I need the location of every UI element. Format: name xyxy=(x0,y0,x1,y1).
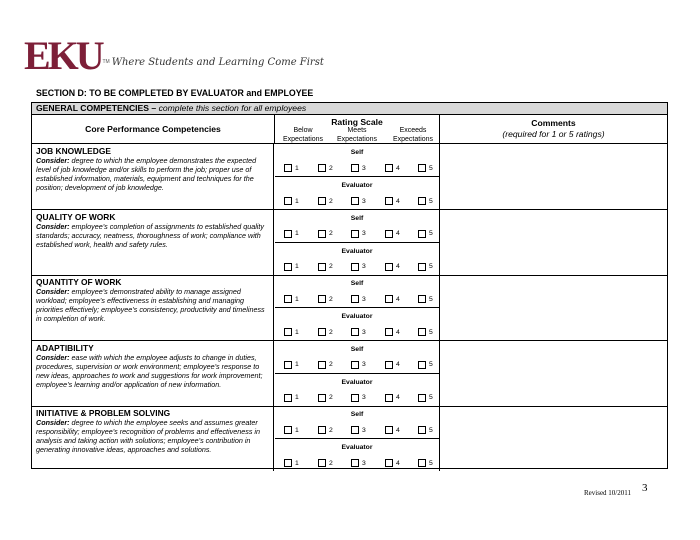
checkbox-icon[interactable] xyxy=(385,394,393,402)
evaluator-rating-option[interactable] xyxy=(318,394,333,402)
rating-value: 4 xyxy=(396,328,400,336)
self-rating-option[interactable] xyxy=(418,361,433,369)
rating-value: 1 xyxy=(295,230,299,238)
checkbox-icon[interactable] xyxy=(351,164,359,172)
logo-tagline: Where Students and Learning Come First xyxy=(111,57,324,68)
section-title: SECTION D: TO BE COMPLETED BY EVALUATOR and EMPLOYEE xyxy=(36,88,314,98)
label-below-expectations xyxy=(275,127,331,144)
checkbox-icon[interactable] xyxy=(318,164,326,172)
rating-value: 5 xyxy=(429,426,433,434)
competency-row xyxy=(32,210,667,276)
rating-value: 3 xyxy=(362,328,366,336)
evaluator-rating-option[interactable] xyxy=(284,263,299,271)
checkbox-icon[interactable] xyxy=(284,263,292,271)
checkbox-icon[interactable] xyxy=(385,426,393,434)
page-number: 3 xyxy=(642,482,648,494)
rating-cell xyxy=(275,210,440,275)
rating-value: 4 xyxy=(396,263,400,271)
checkbox-icon[interactable] xyxy=(318,295,326,303)
rating-value: 3 xyxy=(362,295,366,303)
self-rating-option[interactable] xyxy=(385,230,400,238)
checkbox-icon[interactable] xyxy=(418,328,426,336)
checkbox-icon[interactable] xyxy=(351,328,359,336)
competency-description xyxy=(32,144,274,209)
consider-label: Consider: xyxy=(36,287,70,297)
self-label: Self xyxy=(350,149,364,156)
evaluator-rating-option[interactable] xyxy=(418,263,433,271)
evaluator-rating-option[interactable] xyxy=(418,394,433,402)
rating-value: 1 xyxy=(295,394,299,402)
rating-value: 4 xyxy=(396,426,400,434)
consider-text: employee’s completion of assignments to established quality standards; accuracy, neatness, thoroughness of work; compliance with established work, health and safety rules. xyxy=(36,221,264,249)
evaluator-rating-option[interactable] xyxy=(351,197,366,205)
rating-value: 2 xyxy=(329,230,333,238)
competency-name: QUALITY OF WORK xyxy=(36,211,116,222)
rating-value: 1 xyxy=(295,263,299,271)
checkbox-icon[interactable] xyxy=(351,295,359,303)
eku-logo xyxy=(24,32,324,78)
rating-value: 1 xyxy=(295,328,299,336)
revised-date: Revised 10/2011 xyxy=(584,489,631,497)
rating-value: 5 xyxy=(429,230,433,238)
self-rating xyxy=(275,406,439,439)
evaluator-rating-option[interactable] xyxy=(351,459,366,467)
checkbox-icon[interactable] xyxy=(418,295,426,303)
comments-title: Comments xyxy=(531,118,576,128)
self-rating-option[interactable] xyxy=(284,295,299,303)
checkbox-icon[interactable] xyxy=(284,328,292,336)
rating-value: 2 xyxy=(329,164,333,172)
competency-name: INITIATIVE & PROBLEM SOLVING xyxy=(36,408,171,419)
evaluator-label: Evaluator xyxy=(341,378,373,386)
self-label: Self xyxy=(350,411,364,419)
rating-value: 2 xyxy=(329,459,333,467)
logo-tm: TM xyxy=(102,59,110,65)
self-rating-option[interactable] xyxy=(318,295,333,303)
header-comments xyxy=(440,115,667,143)
checkbox-icon[interactable] xyxy=(418,394,426,402)
checkbox-icon[interactable] xyxy=(284,197,292,205)
below-line-2: Expectations xyxy=(282,135,324,143)
rating-value: 4 xyxy=(396,230,400,238)
consider-label: Consider: xyxy=(36,156,70,165)
checkbox-icon[interactable] xyxy=(284,361,292,369)
rating-value: 2 xyxy=(329,328,333,336)
comments-field[interactable] xyxy=(440,341,667,406)
checkbox-icon[interactable] xyxy=(385,295,393,303)
rating-value: 2 xyxy=(329,197,333,205)
self-rating-option[interactable] xyxy=(318,230,333,238)
rating-value: 3 xyxy=(362,197,366,205)
checkbox-icon[interactable] xyxy=(284,426,292,434)
self-rating-option[interactable] xyxy=(284,361,299,369)
rating-value: 1 xyxy=(295,459,299,467)
competency-row xyxy=(32,275,667,341)
evaluator-rating xyxy=(275,177,439,209)
header-competencies: Core Performance Competencies xyxy=(32,115,275,143)
rating-value: 5 xyxy=(429,394,433,402)
checkbox-icon[interactable] xyxy=(385,459,393,467)
checkbox-icon[interactable] xyxy=(351,361,359,369)
comments-field[interactable] xyxy=(440,144,667,209)
checkbox-icon[interactable] xyxy=(385,328,393,336)
checkbox-icon[interactable] xyxy=(418,426,426,434)
checkbox-icon[interactable] xyxy=(351,230,359,238)
checkbox-icon[interactable] xyxy=(318,328,326,336)
checkbox-icon[interactable] xyxy=(284,459,292,467)
self-rating-option[interactable] xyxy=(385,295,400,303)
self-label: Self xyxy=(350,214,364,222)
checkbox-icon[interactable] xyxy=(318,230,326,238)
rating-value: 4 xyxy=(396,197,400,205)
evaluator-rating-option[interactable] xyxy=(318,459,333,467)
checkbox-icon[interactable] xyxy=(385,197,393,205)
logo-text: EKU xyxy=(24,33,102,78)
competency-consider xyxy=(36,418,270,454)
evaluator-rating-option[interactable] xyxy=(284,328,299,336)
checkbox-icon[interactable] xyxy=(418,197,426,205)
evaluator-rating-option[interactable] xyxy=(418,459,433,467)
checkbox-icon[interactable] xyxy=(418,459,426,467)
rating-value: 3 xyxy=(362,394,366,402)
checkbox-icon[interactable] xyxy=(318,459,326,467)
rating-value: 4 xyxy=(396,295,400,303)
evaluator-rating-option[interactable] xyxy=(385,328,400,336)
self-rating-option[interactable] xyxy=(318,361,333,369)
self-label: Self xyxy=(350,345,364,353)
meets-line-1: Meets xyxy=(347,127,367,134)
comments-field[interactable] xyxy=(440,406,667,471)
competency-description xyxy=(32,275,274,340)
evaluator-rating-option[interactable] xyxy=(318,328,333,336)
checkbox-icon[interactable] xyxy=(284,230,292,238)
exceeds-line-1: Exceeds xyxy=(399,127,427,134)
self-label: Self xyxy=(350,280,364,288)
general-note: complete this section for all employees xyxy=(158,103,307,113)
rating-value: 1 xyxy=(295,426,299,434)
checkbox-icon[interactable] xyxy=(385,164,393,172)
evaluator-rating xyxy=(275,439,439,471)
rating-value: 5 xyxy=(429,263,433,271)
evaluator-rating-option[interactable] xyxy=(385,459,400,467)
competency-consider xyxy=(36,287,270,323)
evaluator-rating-option[interactable] xyxy=(284,459,299,467)
general-label: GENERAL COMPETENCIES – xyxy=(36,103,159,113)
rating-value: 5 xyxy=(429,197,433,205)
rating-value: 5 xyxy=(429,361,433,369)
self-rating xyxy=(275,341,439,374)
rating-value: 2 xyxy=(329,394,333,402)
exceeds-line-2: Expectations xyxy=(392,135,434,143)
self-rating-option[interactable] xyxy=(351,295,366,303)
self-rating xyxy=(275,144,439,177)
below-line-1: Below xyxy=(293,127,313,134)
header-rating-scale xyxy=(275,115,440,143)
checkbox-icon[interactable] xyxy=(318,361,326,369)
rating-value: 3 xyxy=(362,230,366,238)
checkbox-icon[interactable] xyxy=(318,197,326,205)
checkbox-icon[interactable] xyxy=(284,164,292,172)
rating-cell xyxy=(275,275,440,340)
evaluator-rating-option[interactable] xyxy=(284,394,299,402)
evaluator-label: Evaluator xyxy=(341,313,373,321)
evaluator-rating xyxy=(275,374,439,406)
competency-description xyxy=(32,406,274,471)
checkbox-icon[interactable] xyxy=(385,230,393,238)
competency-consider xyxy=(36,222,270,249)
evaluator-rating-option[interactable] xyxy=(318,197,333,205)
rating-value: 5 xyxy=(429,459,433,467)
evaluator-rating-option[interactable] xyxy=(385,394,400,402)
rating-value: 1 xyxy=(295,361,299,369)
competency-row xyxy=(32,144,667,210)
evaluator-rating-option[interactable] xyxy=(418,197,433,205)
rating-value: 4 xyxy=(396,164,400,172)
evaluator-rating-option[interactable] xyxy=(284,197,299,205)
checkbox-icon[interactable] xyxy=(418,230,426,238)
competency-consider xyxy=(36,156,270,192)
checkbox-icon[interactable] xyxy=(351,459,359,467)
evaluator-rating-option[interactable] xyxy=(351,263,366,271)
competency-consider xyxy=(36,353,270,389)
checkbox-icon[interactable] xyxy=(284,394,292,402)
comments-field[interactable] xyxy=(440,210,667,275)
competency-name: QUANTITY OF WORK xyxy=(36,277,122,288)
rating-value: 1 xyxy=(295,164,299,172)
evaluator-rating xyxy=(275,308,439,340)
competency-name: JOB KNOWLEDGE xyxy=(36,146,111,156)
consider-label: Consider: xyxy=(36,221,70,231)
rating-value: 2 xyxy=(329,263,333,271)
evaluator-rating xyxy=(275,243,439,275)
self-rating-option[interactable] xyxy=(351,230,366,238)
evaluator-label: Evaluator xyxy=(341,444,373,452)
logo-mark xyxy=(24,33,110,78)
competencies-form xyxy=(31,102,668,469)
self-rating-option[interactable] xyxy=(385,164,400,172)
evaluator-rating-option[interactable] xyxy=(385,197,400,205)
checkbox-icon[interactable] xyxy=(385,263,393,271)
rating-cell xyxy=(275,406,440,471)
meets-line-2: Expectations xyxy=(336,135,378,143)
consider-label: Consider: xyxy=(36,418,70,428)
self-rating-option[interactable] xyxy=(418,426,433,434)
label-meets-expectations xyxy=(329,127,385,144)
checkbox-icon[interactable] xyxy=(318,394,326,402)
self-rating-option[interactable] xyxy=(318,164,333,172)
self-rating-option[interactable] xyxy=(351,164,366,172)
rating-value: 3 xyxy=(362,459,366,467)
evaluator-label: Evaluator xyxy=(341,247,373,255)
rating-value: 4 xyxy=(396,361,400,369)
rating-value: 3 xyxy=(362,263,366,271)
checkbox-icon[interactable] xyxy=(418,361,426,369)
self-rating-option[interactable] xyxy=(284,230,299,238)
rating-value: 4 xyxy=(396,394,400,402)
evaluator-rating-option[interactable] xyxy=(385,263,400,271)
consider-text: degree to which the employee demonstrates the expected level of job knowledge and/or skills to perform the job; proper use of established information, materials, equipment and techniques for the position; development of job knowledge. xyxy=(36,156,257,192)
checkbox-icon[interactable] xyxy=(318,426,326,434)
checkbox-icon[interactable] xyxy=(351,263,359,271)
competency-row xyxy=(32,341,667,407)
consider-label: Consider: xyxy=(36,352,70,362)
comments-field[interactable] xyxy=(440,275,667,340)
checkbox-icon[interactable] xyxy=(418,263,426,271)
rating-value: 2 xyxy=(329,426,333,434)
rating-value: 4 xyxy=(396,459,400,467)
table-header xyxy=(32,115,667,144)
rating-value: 5 xyxy=(429,295,433,303)
self-rating xyxy=(275,210,439,243)
checkbox-icon[interactable] xyxy=(351,394,359,402)
rating-cell xyxy=(275,341,440,406)
rating-value: 5 xyxy=(429,164,433,172)
checkbox-icon[interactable] xyxy=(351,426,359,434)
rating-value: 1 xyxy=(295,197,299,205)
competency-description xyxy=(32,210,274,275)
self-rating-option[interactable] xyxy=(418,164,433,172)
checkbox-icon[interactable] xyxy=(385,361,393,369)
evaluator-label: Evaluator xyxy=(341,182,373,189)
rating-value: 5 xyxy=(429,328,433,336)
rating-value: 1 xyxy=(295,295,299,303)
competency-row xyxy=(32,406,667,471)
evaluator-rating-option[interactable] xyxy=(351,328,366,336)
checkbox-icon[interactable] xyxy=(418,164,426,172)
rating-scale-title: Rating Scale xyxy=(331,117,383,127)
competency-name: ADAPTIBILITY xyxy=(36,342,94,353)
self-rating-option[interactable] xyxy=(284,164,299,172)
rating-value: 3 xyxy=(362,164,366,172)
checkbox-icon[interactable] xyxy=(318,263,326,271)
self-rating-option[interactable] xyxy=(351,426,366,434)
self-rating-option[interactable] xyxy=(351,361,366,369)
rating-value: 3 xyxy=(362,426,366,434)
competency-description xyxy=(32,341,274,406)
rating-value: 2 xyxy=(329,361,333,369)
rating-value: 2 xyxy=(329,295,333,303)
comments-note: (required for 1 or 5 ratings) xyxy=(502,129,605,139)
rating-cell xyxy=(275,144,440,209)
self-rating-option[interactable] xyxy=(284,426,299,434)
self-rating-option[interactable] xyxy=(318,426,333,434)
checkbox-icon[interactable] xyxy=(351,197,359,205)
self-rating-option[interactable] xyxy=(385,361,400,369)
checkbox-icon[interactable] xyxy=(284,295,292,303)
self-rating xyxy=(275,275,439,308)
rating-value: 3 xyxy=(362,361,366,369)
consider-text: degree to which the employee seeks and assumes greater responsibility; employee’s recognition of problems and effectiveness in analysis and taking action with solutions; employee’s contribution in generating innovative ideas, approaches and solutions. xyxy=(36,418,260,455)
self-rating-option[interactable] xyxy=(418,230,433,238)
self-rating-option[interactable] xyxy=(385,426,400,434)
evaluator-rating-option[interactable] xyxy=(418,328,433,336)
general-competencies-bar xyxy=(32,103,667,115)
self-rating-option[interactable] xyxy=(418,295,433,303)
evaluator-rating-option[interactable] xyxy=(318,263,333,271)
consider-text: ease with which the employee adjusts to change in duties, procedures, supervision or work environment; employee’s response to new ideas, approaches to work and suggestions for work improvement; employee’s learning and/or application of new information. xyxy=(36,352,263,389)
label-exceeds-expectations xyxy=(385,127,441,144)
consider-text: employee’s demonstrated ability to manage assigned workload; employee’s effectiveness in establishing and managing priorities effectively; employee’s consistency, productivity and timeliness in completion of work. xyxy=(36,287,265,324)
evaluator-rating-option[interactable] xyxy=(351,394,366,402)
